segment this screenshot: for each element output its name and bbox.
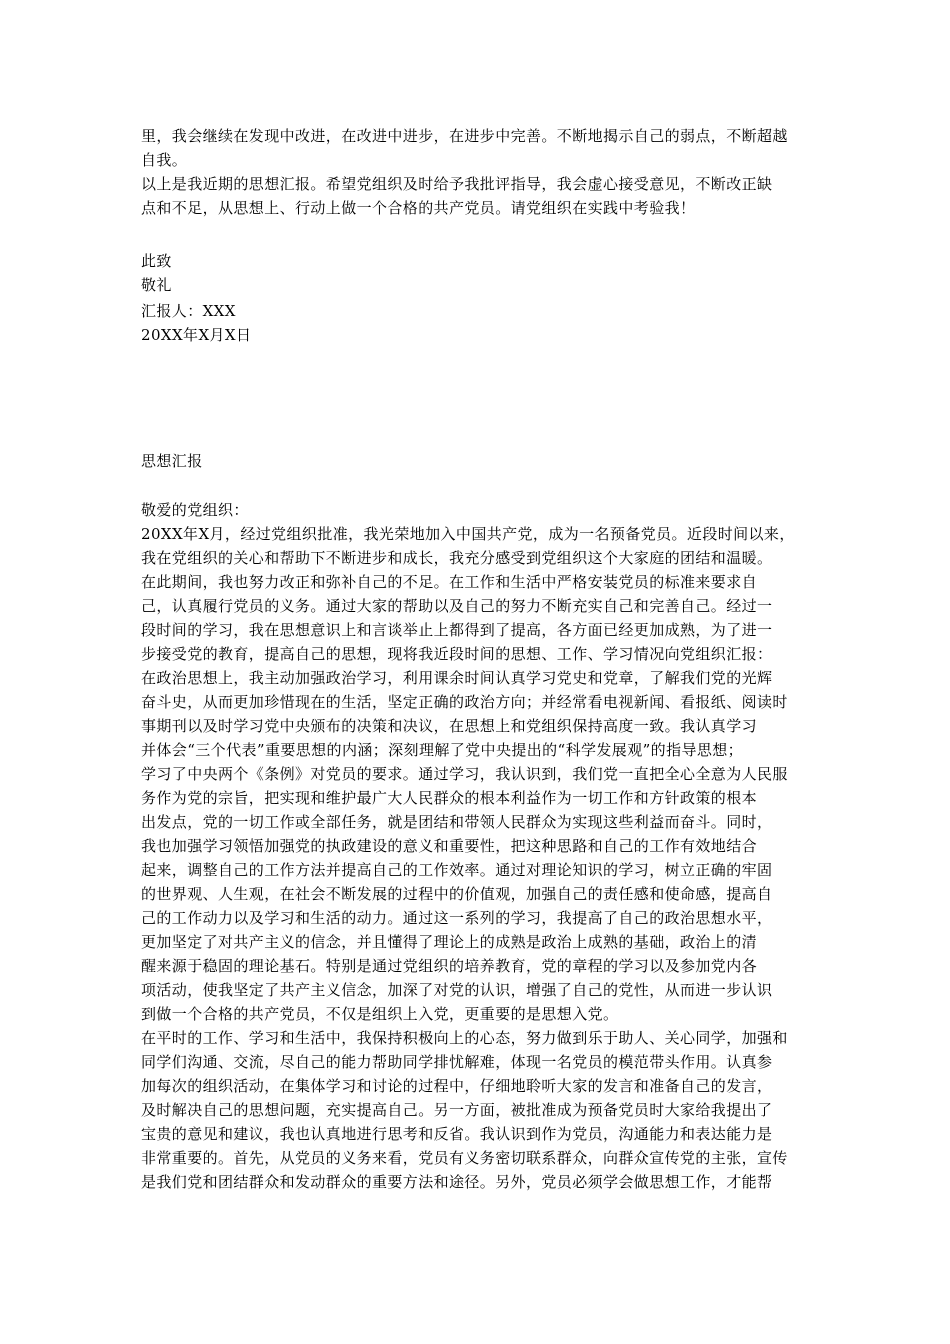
body-text-line: 非常重要的。首先，从党员的义务来看，党员有义务密切联系群众，向群众宣传党的主张，宣传: [141, 1149, 788, 1167]
body-text-line: 己，认真履行党员的义务。通过大家的帮助以及自己的努力不断充实自己和完善自己。经过一: [141, 597, 773, 615]
reporter-signature: 汇报人：XXX: [141, 302, 236, 320]
body-text-line: 到做一个合格的共产党员，不仅是组织上入党，更重要的是思想入党。: [141, 1005, 619, 1023]
body-text-line: 在平时的工作、学习和生活中，我保持积极向上的心态，努力做到乐于助人、关心同学，加强和: [141, 1029, 788, 1047]
body-text-line: 更加坚定了对共产主义的信念，并且懂得了理论上的成熟是政治上成熟的基础，政治上的清: [141, 933, 758, 951]
body-text-line: 醒来源于稳固的理论基石。特别是通过党组织的培养教育，党的章程的学习以及参加党内各: [141, 957, 758, 975]
body-text-line: 起来，调整自己的工作方法并提高自己的工作效率。通过对理论知识的学习，树立正确的牢固: [141, 861, 773, 879]
body-text-line: 同学们沟通、交流，尽自己的能力帮助同学排忧解难，体现一名党员的模范带头作用。认真参: [141, 1053, 773, 1071]
body-text-line: 点和不足，从思想上、行动上做一个合格的共产党员。请党组织在实践中考验我！: [141, 199, 696, 217]
report-date: 20XX年X月X日: [141, 326, 252, 344]
body-text-line: 学习了中央两个《条例》对党员的要求。通过学习，我认识到，我们党一直把全心全意为人民服: [141, 765, 788, 783]
body-text-line: 自我。: [141, 151, 188, 169]
body-text-line: 段时间的学习，我在思想意识上和言谈举止上都得到了提高，各方面已经更加成熟，为了进一: [141, 621, 773, 639]
closing-phrase: 此致: [141, 252, 172, 270]
body-text-line: 奋斗史，从而更加珍惜现在的生活，坚定正确的政治方向；并经常看电视新闻、看报纸、阅读时: [141, 693, 788, 711]
body-text-line: 务作为党的宗旨，把实现和维护最广大人民群众的根本利益作为一切工作和方针政策的根本: [141, 789, 758, 807]
body-text-line: 出发点，党的一切工作或全部任务，就是团结和带领人民群众为实现这些利益而奋斗。同时，: [141, 813, 773, 831]
body-text-line: 宝贵的意见和建议，我也认真地进行思考和反省。我认识到作为党员，沟通能力和表达能力是: [141, 1125, 773, 1143]
body-text-line: 以上是我近期的思想汇报。希望党组织及时给予我批评指导，我会虚心接受意见，不断改正缺: [141, 175, 773, 193]
body-text-line: 事期刊以及时学习党中央颁布的决策和决议，在思想上和党组织保持高度一致。我认真学习: [141, 717, 758, 735]
report-title: 思想汇报: [141, 452, 203, 470]
body-text-line: 并体会“三个代表”重要思想的内涵；深刻理解了党中央提出的“科学发展观”的指导思想；: [141, 741, 744, 759]
body-text-line: 在此期间，我也努力改正和弥补自己的不足。在工作和生活中严格安装党员的标准来要求自: [141, 573, 758, 591]
body-text-line: 我在党组织的关心和帮助下不断进步和成长，我充分感受到党组织这个大家庭的团结和温暖。: [141, 549, 773, 567]
body-text-line: 里，我会继续在发现中改进，在改进中进步，在进步中完善。不断地揭示自己的弱点，不断超越: [141, 127, 788, 145]
body-text-line: 的世界观、人生观，在社会不断发展的过程中的价值观，加强自己的责任感和使命感，提高自: [141, 885, 773, 903]
greeting: 敬爱的党组织：: [141, 501, 249, 519]
body-text-line: 及时解决自己的思想问题，充实提高自己。另一方面，被批准成为预备党员时大家给我提出了: [141, 1101, 773, 1119]
body-text-line: 我也加强学习领悟加强党的执政建设的意义和重要性，把这种思路和自己的工作有效地结合: [141, 837, 758, 855]
body-text-line: 步接受党的教育，提高自己的思想，现将我近段时间的思想、工作、学习情况向党组织汇报：: [141, 645, 773, 663]
salutation: 敬礼: [141, 276, 172, 294]
body-text-line: 在政治思想上，我主动加强政治学习，利用课余时间认真学习党史和党章，了解我们党的光辉: [141, 669, 773, 687]
body-text-line: 己的工作动力以及学习和生活的动力。通过这一系列的学习，我提高了自己的政治思想水平，: [141, 909, 773, 927]
body-text-line: 是我们党和团结群众和发动群众的重要方法和途径。另外，党员必须学会做思想工作，才能帮: [141, 1173, 773, 1191]
body-text-line: 加每次的组织活动，在集体学习和讨论的过程中，仔细地聆听大家的发言和准备自己的发言，: [141, 1077, 773, 1095]
body-text-line: 20XX年X月，经过党组织批准，我光荣地加入中国共产党，成为一名预备党员。近段时间以来，: [141, 525, 795, 543]
body-text-line: 项活动，使我坚定了共产主义信念，加深了对党的认识，增强了自己的党性，从而进一步认识: [141, 981, 773, 999]
